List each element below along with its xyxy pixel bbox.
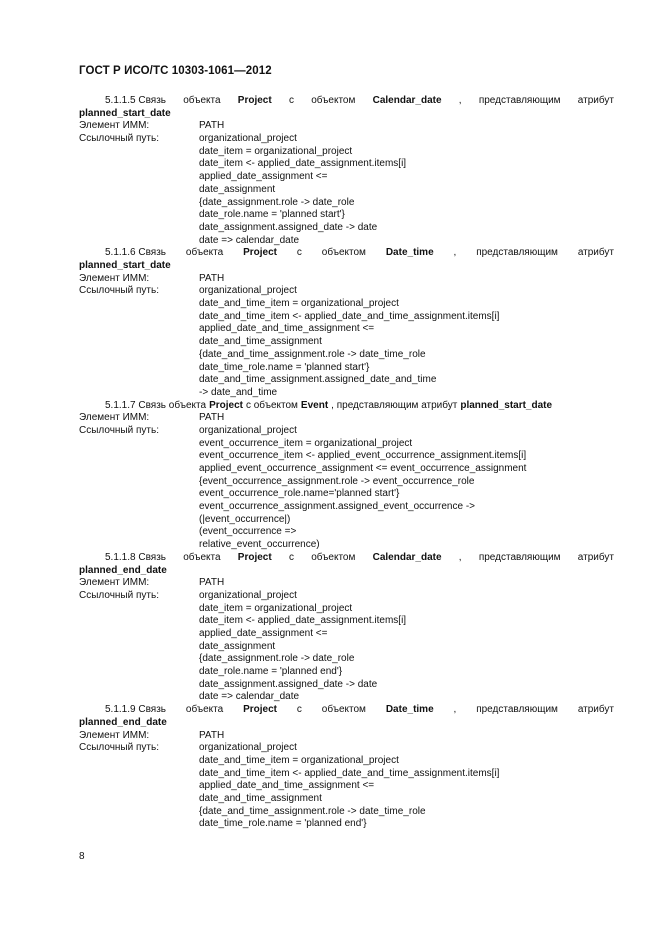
reference-path-row	[79, 780, 614, 793]
heading-word: объектом	[311, 551, 356, 563]
entity-name: Calendar_date	[372, 95, 442, 106]
element-value: PATH	[199, 729, 225, 741]
heading-word: атрибут	[577, 551, 614, 563]
reference-path-row	[79, 615, 614, 628]
reference-label: Ссылочный путь:	[79, 424, 159, 436]
reference-path-row	[79, 438, 614, 451]
reference-path-row	[79, 146, 614, 159]
reference-path-line: date_assignment	[199, 183, 276, 195]
reference-path-row	[79, 336, 614, 349]
reference-path-row	[79, 603, 614, 616]
element-row	[79, 412, 614, 425]
reference-path-row	[79, 818, 614, 831]
reference-path-line: {date_and_time_assignment.role -> date_time_role	[199, 348, 426, 360]
reference-path-line: date_and_time_item = organizational_project	[199, 754, 399, 766]
reference-path-row	[79, 476, 614, 489]
clause-section	[79, 704, 614, 831]
reference-path-line: organizational_project	[199, 133, 297, 145]
reference-path-row	[79, 133, 614, 146]
reference-path-row	[79, 387, 614, 400]
reference-path-row	[79, 285, 614, 298]
heading-word: 5.1.1.6 Связь	[105, 247, 166, 259]
heading-word: представляющим	[476, 247, 558, 259]
reference-path-row	[79, 374, 614, 387]
reference-path-row	[79, 501, 614, 514]
reference-path-line: organizational_project	[199, 424, 297, 436]
heading-word: с объектом	[245, 399, 298, 411]
reference-path-row	[79, 628, 614, 641]
reference-path-row	[79, 539, 614, 552]
reference-path-line: (|event_occurrence|)	[199, 513, 291, 525]
element-row	[79, 273, 614, 286]
reference-path-line: applied_date_assignment <=	[199, 627, 328, 639]
reference-path-line: organizational_project	[199, 742, 297, 754]
attribute-name: planned_end_date	[79, 564, 167, 576]
reference-path-line: date_and_time_assignment.assigned_date_and_time	[199, 374, 437, 386]
element-row	[79, 577, 614, 590]
element-label: Элемент ИММ:	[79, 729, 150, 741]
clause-section	[79, 247, 614, 399]
heading-word: объекта	[183, 551, 221, 563]
reference-path-line: date_and_time_item = organizational_project	[199, 298, 399, 310]
reference-path-line: (event_occurrence =>	[199, 526, 297, 538]
reference-path-line: date_item = organizational_project	[199, 145, 353, 157]
reference-path-row	[79, 158, 614, 171]
clause-section	[79, 95, 614, 247]
entity-name: Project	[237, 551, 272, 563]
reference-path-row	[79, 197, 614, 210]
heading-word: с	[296, 704, 302, 716]
reference-path-line: organizational_project	[199, 285, 297, 297]
clause-section	[79, 400, 614, 552]
reference-path-row	[79, 209, 614, 222]
heading-word: 5.1.1.8 Связь	[105, 551, 166, 563]
reference-path-row	[79, 742, 614, 755]
heading-word: объектом	[311, 95, 356, 106]
reference-path-row	[79, 349, 614, 362]
entity-name: Event	[300, 399, 329, 411]
heading-word: с	[296, 247, 302, 259]
reference-path-line: date_and_time_item <- applied_date_and_time_assignment.items[i]	[199, 310, 500, 322]
reference-label: Ссылочный путь:	[79, 133, 159, 145]
element-value: PATH	[199, 412, 225, 424]
reference-path-line: date_item <- applied_date_assignment.items[i]	[199, 158, 407, 170]
heading-word: 5.1.1.7 Связь объекта	[105, 399, 207, 411]
reference-path-line: date_and_time_assignment	[199, 336, 322, 348]
element-value: PATH	[199, 120, 225, 132]
reference-path-line: event_occurrence_item <- applied_event_occurrence_assignment.items[i]	[199, 450, 527, 462]
reference-path-line: relative_event_occurrence)	[199, 539, 320, 551]
element-label: Элемент ИММ:	[79, 272, 150, 284]
heading-word: ,	[453, 704, 457, 716]
reference-path-row	[79, 222, 614, 235]
clause-section	[79, 552, 614, 704]
reference-path-row	[79, 793, 614, 806]
reference-path-line: date_time_role.name = 'planned end'}	[199, 818, 367, 830]
entity-name: Project	[237, 95, 272, 106]
element-row	[79, 120, 614, 133]
reference-path-row	[79, 311, 614, 324]
heading-word: объекта	[185, 704, 224, 716]
heading-word: атрибут	[577, 247, 614, 259]
page-number: 8	[79, 851, 85, 862]
reference-path-line: event_occurrence_item = organizational_project	[199, 437, 413, 449]
entity-name: Project	[209, 399, 243, 411]
reference-path-row	[79, 806, 614, 819]
reference-path-line: event_occurrence_assignment.assigned_event_occurrence ->	[199, 501, 476, 513]
reference-path-line: date_role.name = 'planned end'}	[199, 666, 343, 678]
reference-path-line: date_time_role.name = 'planned start'}	[199, 361, 370, 373]
reference-path-row	[79, 450, 614, 463]
reference-path-row	[79, 184, 614, 197]
attribute-name: planned_start_date	[79, 259, 171, 271]
entity-name: Calendar_date	[372, 551, 442, 563]
reference-path-row	[79, 425, 614, 438]
entity-name: Project	[243, 704, 277, 716]
reference-path-line: date_assignment.assigned_date -> date	[199, 678, 378, 690]
document-body	[79, 95, 614, 831]
reference-path-row	[79, 298, 614, 311]
heading-word: объекта	[185, 247, 224, 259]
reference-path-line: date_and_time_assignment	[199, 792, 322, 804]
element-label: Элемент ИММ:	[79, 577, 150, 589]
heading-word: , представляющим атрибут	[331, 399, 458, 411]
element-row	[79, 730, 614, 743]
reference-label: Ссылочный путь:	[79, 285, 159, 297]
reference-path-row	[79, 463, 614, 476]
reference-path-line: applied_event_occurrence_assignment <= event_occurrence_assignment	[199, 463, 527, 475]
clause-heading	[79, 400, 614, 413]
reference-path-line: {date_and_time_assignment.role -> date_time_role	[199, 805, 426, 817]
reference-path-line: applied_date_and_time_assignment <=	[199, 323, 375, 335]
heading-word: объектом	[321, 247, 366, 259]
reference-path-row	[79, 526, 614, 539]
entity-name: planned_start_date	[460, 399, 553, 411]
reference-path-row	[79, 235, 614, 248]
reference-path-line: date_role.name = 'planned start'}	[199, 209, 345, 221]
reference-path-line: date_assignment	[199, 640, 276, 652]
heading-word: объекта	[183, 95, 221, 106]
reference-path-line: {date_assignment.role -> date_role	[199, 653, 355, 665]
reference-path-line: date_item <- applied_date_assignment.items[i]	[199, 615, 407, 627]
heading-word: с	[288, 551, 294, 563]
reference-path-line: applied_date_and_time_assignment <=	[199, 780, 375, 792]
reference-path-row	[79, 755, 614, 768]
reference-path-row	[79, 323, 614, 336]
heading-word: с	[288, 95, 294, 106]
heading-word: ,	[458, 95, 462, 106]
reference-path-row	[79, 691, 614, 704]
heading-word: 5.1.1.9 Связь	[105, 704, 166, 716]
entity-name: Project	[243, 247, 277, 259]
heading-word: атрибут	[577, 704, 614, 716]
reference-path-line: date => calendar_date	[199, 234, 300, 246]
reference-path-row	[79, 171, 614, 184]
reference-path-row	[79, 641, 614, 654]
reference-path-line: -> date_and_time	[199, 386, 278, 398]
entity-name: Date_time	[385, 704, 434, 716]
heading-word: 5.1.1.5 Связь	[105, 95, 166, 106]
reference-path-row	[79, 653, 614, 666]
heading-word: атрибут	[577, 95, 614, 106]
element-value: PATH	[199, 272, 225, 284]
reference-path-line: {date_assignment.role -> date_role	[199, 196, 355, 208]
clause-heading	[79, 552, 614, 565]
heading-word: представляющим	[478, 551, 561, 563]
reference-path-row	[79, 514, 614, 527]
reference-path-row	[79, 362, 614, 375]
reference-path-row	[79, 590, 614, 603]
element-label: Элемент ИММ:	[79, 120, 150, 132]
entity-name: Date_time	[385, 247, 434, 259]
element-label: Элемент ИММ:	[79, 412, 150, 424]
clause-heading	[79, 704, 614, 717]
attribute-name: planned_end_date	[79, 716, 167, 728]
heading-word: представляющим	[476, 704, 558, 716]
clause-heading	[79, 95, 614, 108]
reference-path-row	[79, 768, 614, 781]
reference-path-row	[79, 488, 614, 501]
element-value: PATH	[199, 577, 225, 589]
reference-path-line: event_occurrence_role.name='planned start'}	[199, 488, 400, 500]
reference-path-line: organizational_project	[199, 589, 297, 601]
heading-word: ,	[453, 247, 457, 259]
reference-label: Ссылочный путь:	[79, 742, 159, 754]
document-header: ГОСТ Р ИСО/ТС 10303-1061—2012	[79, 65, 272, 77]
reference-path-line: date_and_time_item <- applied_date_and_time_assignment.items[i]	[199, 767, 500, 779]
reference-path-row	[79, 679, 614, 692]
heading-word: представляющим	[478, 95, 561, 106]
attribute-name: planned_start_date	[79, 107, 171, 119]
reference-path-line: date => calendar_date	[199, 691, 300, 703]
reference-path-line: {event_occurrence_assignment.role -> event_occurrence_role	[199, 475, 475, 487]
reference-path-row	[79, 666, 614, 679]
reference-label: Ссылочный путь:	[79, 589, 159, 601]
reference-path-line: date_assignment.assigned_date -> date	[199, 221, 378, 233]
heading-word: объектом	[321, 704, 366, 716]
reference-path-line: date_item = organizational_project	[199, 602, 353, 614]
clause-heading	[79, 247, 614, 260]
reference-path-line: applied_date_assignment <=	[199, 171, 328, 183]
heading-word: ,	[458, 551, 462, 563]
